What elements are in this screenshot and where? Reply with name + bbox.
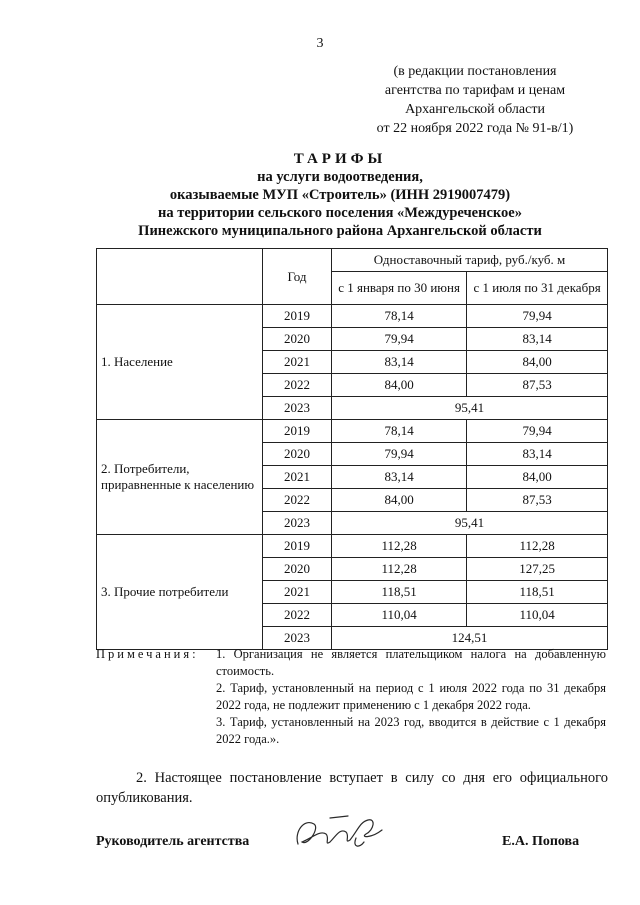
table-row [97, 305, 608, 328]
category-cell: 1. Население [97, 305, 263, 420]
tariff-table [96, 248, 608, 650]
year-cell: 2020 [263, 443, 332, 466]
header-period-1: с 1 января по 30 июня [332, 272, 467, 305]
note-item: 1. Организация не является плательщиком налога на добавленную стоимость. [216, 647, 606, 678]
notes-label: Примечания: [96, 647, 199, 661]
year-cell: 2023 [263, 397, 332, 420]
year-cell: 2022 [263, 604, 332, 627]
table-header-row [97, 249, 608, 272]
category-cell: 3. Прочие потребители [97, 535, 263, 650]
tariff-value: 110,04 [332, 604, 467, 627]
tariff-value: 84,00 [467, 466, 608, 489]
year-cell: 2023 [263, 512, 332, 535]
header-period-2: с 1 июля по 31 декабря [467, 272, 608, 305]
title-line: Пинежского муниципального района Архангельской области [138, 223, 542, 239]
note-item: 2. Тариф, установленный на период с 1 июля 2022 года по 31 декабря 2022 года, не подлежит применению с 1 декабря 2022 года. [216, 681, 606, 712]
tariff-value: 118,51 [467, 581, 608, 604]
signer-position: Руководитель агентства [96, 834, 250, 849]
tariff-value: 79,94 [332, 328, 467, 351]
edition-note [360, 62, 590, 138]
tariff-value: 112,28 [332, 558, 467, 581]
year-cell: 2023 [263, 627, 332, 650]
category-cell: 2. Потребители, приравненные к населению [97, 420, 263, 535]
edition-line: (в редакции постановления [393, 64, 557, 79]
page-number: 3 [316, 36, 324, 51]
effective-date-paragraph: 2. Настоящее постановление вступает в силу со дня его официального опубликования. [96, 770, 608, 806]
tariff-value: 83,14 [332, 351, 467, 374]
year-cell: 2020 [263, 558, 332, 581]
table-row [97, 420, 608, 443]
tariff-table-body [97, 249, 608, 650]
tariff-value: 87,53 [467, 374, 608, 397]
header-empty-cell [97, 249, 263, 305]
tariff-value: 118,51 [332, 581, 467, 604]
tariff-value: 79,94 [332, 443, 467, 466]
edition-line: от 22 ноября 2022 года № 91-в/1) [376, 121, 574, 136]
tariff-value: 79,94 [467, 420, 608, 443]
year-cell: 2020 [263, 328, 332, 351]
title-line: на территории сельского поселения «Междуреченское» [158, 205, 522, 221]
signer-name: Е.А. Попова [502, 834, 580, 849]
tariff-value-merged: 95,41 [332, 512, 608, 535]
handwritten-signature [290, 808, 400, 861]
year-cell: 2019 [263, 420, 332, 443]
tariff-value: 87,53 [467, 489, 608, 512]
year-cell: 2022 [263, 489, 332, 512]
tariff-value: 112,28 [467, 535, 608, 558]
title-heading: ТАРИФЫ [293, 151, 387, 167]
notes-list [216, 646, 606, 748]
tariff-value: 112,28 [332, 535, 467, 558]
tariff-value: 127,25 [467, 558, 608, 581]
note-item: 3. Тариф, установленный на 2023 год, вводится в действие с 1 декабря 2022 года.». [216, 715, 606, 746]
year-cell: 2019 [263, 305, 332, 328]
tariff-value: 79,94 [467, 305, 608, 328]
tariff-value: 83,14 [467, 443, 608, 466]
tariff-value: 78,14 [332, 305, 467, 328]
tariff-value: 84,00 [332, 374, 467, 397]
edition-line: агентства по тарифам и ценам [384, 83, 566, 98]
tariff-value: 83,14 [467, 328, 608, 351]
year-cell: 2021 [263, 581, 332, 604]
tariff-value: 84,00 [332, 489, 467, 512]
tariff-value-merged: 124,51 [332, 627, 608, 650]
title-line: на услуги водоотведения, [257, 169, 423, 185]
tariff-value: 110,04 [467, 604, 608, 627]
table-row [97, 535, 608, 558]
header-tariff: Одноставочный тариф, руб./куб. м [332, 249, 608, 272]
year-cell: 2022 [263, 374, 332, 397]
tariff-value: 78,14 [332, 420, 467, 443]
tariff-value-merged: 95,41 [332, 397, 608, 420]
header-year: Год [263, 249, 332, 305]
tariff-value: 84,00 [467, 351, 608, 374]
document-title [60, 150, 620, 240]
year-cell: 2021 [263, 466, 332, 489]
tariff-value: 83,14 [332, 466, 467, 489]
edition-line: Архангельской области [405, 102, 545, 117]
year-cell: 2019 [263, 535, 332, 558]
title-line: оказываемые МУП «Строитель» (ИНН 2919007479) [169, 187, 511, 203]
year-cell: 2021 [263, 351, 332, 374]
